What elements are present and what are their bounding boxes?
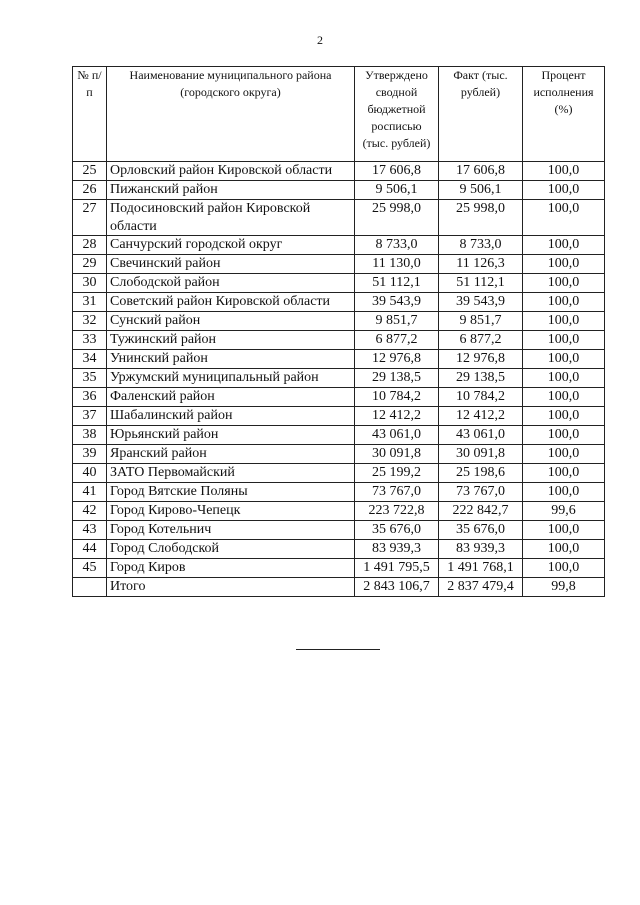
cell-num: 28 bbox=[73, 236, 107, 255]
table-row bbox=[73, 426, 605, 445]
cell-percent: 100,0 bbox=[523, 331, 605, 350]
cell-num: 43 bbox=[73, 521, 107, 540]
table-row bbox=[73, 502, 605, 521]
cell-num: 29 bbox=[73, 255, 107, 274]
table-row bbox=[73, 388, 605, 407]
cell-approved: 43 061,0 bbox=[355, 426, 439, 445]
table-body bbox=[73, 162, 605, 597]
total-fact: 2 837 479,4 bbox=[439, 578, 523, 597]
table-row bbox=[73, 255, 605, 274]
cell-fact: 1 491 768,1 bbox=[439, 559, 523, 578]
cell-approved: 39 543,9 bbox=[355, 293, 439, 312]
cell-percent: 100,0 bbox=[523, 464, 605, 483]
cell-num: 41 bbox=[73, 483, 107, 502]
table-row bbox=[73, 540, 605, 559]
cell-name: Орловский район Кировской области bbox=[107, 162, 355, 181]
cell-percent: 100,0 bbox=[523, 293, 605, 312]
table-row bbox=[73, 350, 605, 369]
cell-percent: 100,0 bbox=[523, 312, 605, 331]
cell-num: 26 bbox=[73, 181, 107, 200]
cell-percent: 100,0 bbox=[523, 521, 605, 540]
cell-num: 37 bbox=[73, 407, 107, 426]
table-row bbox=[73, 445, 605, 464]
cell-approved: 1 491 795,5 bbox=[355, 559, 439, 578]
table-row bbox=[73, 162, 605, 181]
table-row bbox=[73, 483, 605, 502]
cell-num: 45 bbox=[73, 559, 107, 578]
cell-fact: 35 676,0 bbox=[439, 521, 523, 540]
cell-approved: 6 877,2 bbox=[355, 331, 439, 350]
cell-percent: 100,0 bbox=[523, 445, 605, 464]
cell-num: 34 bbox=[73, 350, 107, 369]
cell-fact: 43 061,0 bbox=[439, 426, 523, 445]
cell-percent: 100,0 bbox=[523, 388, 605, 407]
cell-fact: 25 198,6 bbox=[439, 464, 523, 483]
total-row bbox=[73, 578, 605, 597]
cell-percent: 100,0 bbox=[523, 350, 605, 369]
cell-fact: 6 877,2 bbox=[439, 331, 523, 350]
cell-name: Яранский район bbox=[107, 445, 355, 464]
cell-percent: 100,0 bbox=[523, 236, 605, 255]
header-fact: Факт (тыс. рублей) bbox=[439, 67, 523, 162]
cell-approved: 25 998,0 bbox=[355, 200, 439, 236]
cell-name: Унинский район bbox=[107, 350, 355, 369]
cell-num: 40 bbox=[73, 464, 107, 483]
cell-approved: 11 130,0 bbox=[355, 255, 439, 274]
cell-fact: 17 606,8 bbox=[439, 162, 523, 181]
cell-approved: 12 412,2 bbox=[355, 407, 439, 426]
cell-name: Город Котельнич bbox=[107, 521, 355, 540]
cell-name: Юрьянский район bbox=[107, 426, 355, 445]
cell-approved: 17 606,8 bbox=[355, 162, 439, 181]
table-row bbox=[73, 274, 605, 293]
cell-fact: 83 939,3 bbox=[439, 540, 523, 559]
table-header-row bbox=[73, 67, 605, 162]
cell-fact: 51 112,1 bbox=[439, 274, 523, 293]
cell-fact: 222 842,7 bbox=[439, 502, 523, 521]
cell-percent: 100,0 bbox=[523, 162, 605, 181]
end-divider-line bbox=[296, 649, 380, 650]
page-number: 2 bbox=[317, 33, 323, 47]
cell-name: Город Кирово-Чепецк bbox=[107, 502, 355, 521]
cell-name: Тужинский район bbox=[107, 331, 355, 350]
cell-fact: 11 126,3 bbox=[439, 255, 523, 274]
cell-fact: 9 851,7 bbox=[439, 312, 523, 331]
header-percent: Процент исполнения (%) bbox=[523, 67, 605, 162]
cell-percent: 100,0 bbox=[523, 255, 605, 274]
cell-percent: 99,6 bbox=[523, 502, 605, 521]
cell-name: Фаленский район bbox=[107, 388, 355, 407]
cell-fact: 29 138,5 bbox=[439, 369, 523, 388]
cell-num: 33 bbox=[73, 331, 107, 350]
cell-name: Уржумский муниципальный район bbox=[107, 369, 355, 388]
header-num: № п/п bbox=[73, 67, 107, 162]
table-row bbox=[73, 293, 605, 312]
cell-approved: 10 784,2 bbox=[355, 388, 439, 407]
cell-approved: 9 851,7 bbox=[355, 312, 439, 331]
cell-fact: 12 412,2 bbox=[439, 407, 523, 426]
cell-num: 39 bbox=[73, 445, 107, 464]
cell-percent: 100,0 bbox=[523, 426, 605, 445]
total-num bbox=[73, 578, 107, 597]
cell-approved: 9 506,1 bbox=[355, 181, 439, 200]
cell-num: 31 bbox=[73, 293, 107, 312]
cell-percent: 100,0 bbox=[523, 559, 605, 578]
cell-fact: 8 733,0 bbox=[439, 236, 523, 255]
cell-name: Город Слободской bbox=[107, 540, 355, 559]
cell-name: Подосиновский район Кировской области bbox=[107, 200, 355, 236]
cell-approved: 25 199,2 bbox=[355, 464, 439, 483]
table-row bbox=[73, 559, 605, 578]
cell-approved: 29 138,5 bbox=[355, 369, 439, 388]
header-name: Наименование муниципального района (городского округа) bbox=[107, 67, 355, 162]
cell-name: Сунский район bbox=[107, 312, 355, 331]
table-row bbox=[73, 331, 605, 350]
cell-percent: 100,0 bbox=[523, 369, 605, 388]
cell-num: 30 bbox=[73, 274, 107, 293]
cell-num: 32 bbox=[73, 312, 107, 331]
table-row bbox=[73, 200, 605, 236]
cell-name: Шабалинский район bbox=[107, 407, 355, 426]
cell-name: Город Вятские Поляны bbox=[107, 483, 355, 502]
cell-approved: 73 767,0 bbox=[355, 483, 439, 502]
cell-name: Советский район Кировской области bbox=[107, 293, 355, 312]
cell-percent: 100,0 bbox=[523, 200, 605, 236]
cell-num: 38 bbox=[73, 426, 107, 445]
cell-fact: 9 506,1 bbox=[439, 181, 523, 200]
table-row bbox=[73, 464, 605, 483]
table-row bbox=[73, 181, 605, 200]
cell-name: Город Киров bbox=[107, 559, 355, 578]
cell-num: 27 bbox=[73, 200, 107, 236]
cell-num: 35 bbox=[73, 369, 107, 388]
table-row bbox=[73, 369, 605, 388]
cell-num: 25 bbox=[73, 162, 107, 181]
cell-percent: 100,0 bbox=[523, 274, 605, 293]
cell-fact: 25 998,0 bbox=[439, 200, 523, 236]
cell-num: 36 bbox=[73, 388, 107, 407]
cell-percent: 100,0 bbox=[523, 407, 605, 426]
cell-fact: 10 784,2 bbox=[439, 388, 523, 407]
cell-name: Санчурский городской округ bbox=[107, 236, 355, 255]
table-row bbox=[73, 521, 605, 540]
cell-name: Свечинский район bbox=[107, 255, 355, 274]
cell-percent: 100,0 bbox=[523, 181, 605, 200]
cell-approved: 223 722,8 bbox=[355, 502, 439, 521]
table-row bbox=[73, 312, 605, 331]
cell-approved: 30 091,8 bbox=[355, 445, 439, 464]
cell-approved: 8 733,0 bbox=[355, 236, 439, 255]
cell-num: 44 bbox=[73, 540, 107, 559]
total-label: Итого bbox=[107, 578, 355, 597]
table-row bbox=[73, 236, 605, 255]
total-percent: 99,8 bbox=[523, 578, 605, 597]
header-approved: Утверждено сводной бюджетной росписью (тыс. рублей) bbox=[355, 67, 439, 162]
budget-execution-table bbox=[72, 66, 605, 597]
total-approved: 2 843 106,7 bbox=[355, 578, 439, 597]
cell-fact: 12 976,8 bbox=[439, 350, 523, 369]
cell-name: Пижанский район bbox=[107, 181, 355, 200]
cell-approved: 35 676,0 bbox=[355, 521, 439, 540]
cell-approved: 83 939,3 bbox=[355, 540, 439, 559]
cell-fact: 30 091,8 bbox=[439, 445, 523, 464]
cell-percent: 100,0 bbox=[523, 540, 605, 559]
cell-name: Слободской район bbox=[107, 274, 355, 293]
cell-name: ЗАТО Первомайский bbox=[107, 464, 355, 483]
cell-fact: 39 543,9 bbox=[439, 293, 523, 312]
cell-fact: 73 767,0 bbox=[439, 483, 523, 502]
cell-approved: 51 112,1 bbox=[355, 274, 439, 293]
table-row bbox=[73, 407, 605, 426]
cell-approved: 12 976,8 bbox=[355, 350, 439, 369]
cell-percent: 100,0 bbox=[523, 483, 605, 502]
cell-num: 42 bbox=[73, 502, 107, 521]
